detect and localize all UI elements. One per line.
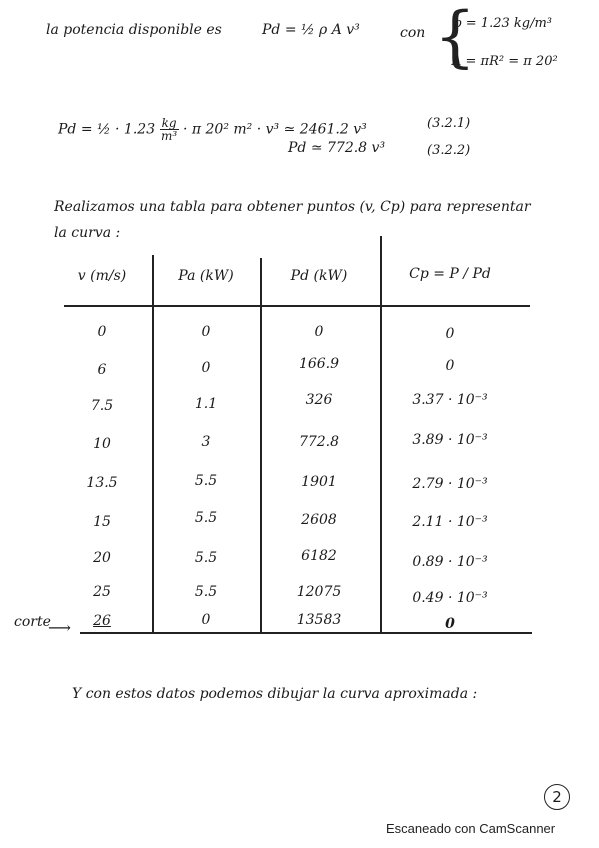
- table-divider-1: [152, 255, 154, 632]
- table-cell: 5.5: [194, 510, 218, 526]
- area-value: A = πR² = π 20²: [452, 54, 558, 69]
- scanner-footer: Escaneado con CamScanner: [386, 821, 556, 836]
- brace-symbol: {: [434, 0, 476, 75]
- table-cell: 0: [201, 324, 211, 340]
- table-header-rule: [64, 305, 530, 307]
- density-value: ρ = 1.23 kg/m³: [454, 16, 552, 31]
- con-label: con: [400, 25, 426, 41]
- table-cell: 0: [445, 616, 455, 632]
- table-cell: 5.5: [194, 550, 218, 566]
- table-cell: 166.9: [298, 356, 340, 372]
- power-formula: Pd = ½ ρ A v³: [262, 22, 360, 38]
- table-cell: 0: [201, 360, 211, 376]
- intro-text: la potencia disponible es: [46, 22, 222, 38]
- table-cell: 1.1: [194, 396, 218, 412]
- table-header: v (m/s): [77, 268, 127, 284]
- table-cell: 0.89 · 10⁻³: [412, 554, 488, 570]
- table-divider-2: [260, 258, 262, 632]
- table-cell: 0: [445, 358, 455, 374]
- table-cell: 772.8: [298, 434, 340, 450]
- paragraph-line-2: la curva :: [54, 225, 121, 241]
- equation-ref-1: (3.2.1): [427, 116, 471, 131]
- table-cell: 15: [93, 514, 111, 530]
- calc-line-1-start: Pd = ½ · 1.23: [58, 121, 156, 138]
- table-cell: 10: [93, 436, 111, 452]
- calc-line-2: Pd ≃ 772.8 v³: [288, 140, 386, 156]
- calc-fraction-num: kg: [161, 116, 177, 130]
- page-number: 2: [544, 784, 570, 810]
- table-cell: 2.79 · 10⁻³: [412, 476, 488, 492]
- table-bottom-rule: [80, 632, 532, 634]
- table-cell: 3: [201, 434, 211, 450]
- table-cell: 0: [314, 324, 324, 340]
- table-cell: 0: [445, 326, 455, 342]
- table-cell: 12075: [296, 584, 342, 600]
- table-cell: 0: [201, 612, 211, 628]
- calc-fraction-den: m³: [160, 129, 178, 143]
- table-cell: 25: [93, 584, 111, 600]
- table-cell: 6182: [301, 548, 337, 564]
- paragraph-line-1: Realizamos una tabla para obtener puntos (v, Cp) para representar: [54, 199, 531, 215]
- table-header: Cp = P / Pd: [409, 266, 491, 282]
- table-divider-3: [380, 236, 382, 632]
- table-cell: 3.37 · 10⁻³: [412, 392, 488, 408]
- equation-ref-2: (3.2.2): [427, 143, 471, 158]
- closing-text: Y con estos datos podemos dibujar la curva aproximada :: [72, 686, 478, 702]
- table-cell: 13.5: [86, 475, 118, 491]
- table-header: Pd (kW): [290, 268, 348, 284]
- table-cell: 326: [305, 392, 333, 408]
- table-cell: 5.5: [194, 473, 218, 489]
- table-cell: 26: [93, 613, 111, 629]
- calc-fraction: [160, 117, 179, 142]
- calc-line-1: [58, 117, 367, 142]
- table-cell: 13583: [296, 612, 342, 628]
- table-cell: 6: [97, 362, 107, 378]
- table-cell: 2608: [301, 512, 337, 528]
- table-cell: 20: [93, 550, 111, 566]
- table-cell: 7.5: [90, 398, 114, 414]
- table-cell: 1901: [301, 474, 337, 490]
- table-cell: 3.89 · 10⁻³: [412, 432, 488, 448]
- table-cell: 0.49 · 10⁻³: [412, 590, 488, 606]
- table-cell: 0: [97, 324, 107, 340]
- calc-line-1-rest: · π 20² m² · v³ ≃ 2461.2 v³: [182, 121, 367, 138]
- corte-label: corte: [14, 614, 51, 630]
- arrow-right-icon: ⟶: [48, 618, 71, 637]
- table-cell: 5.5: [194, 584, 218, 600]
- table-header: Pa (kW): [178, 268, 234, 284]
- table-cell: 2.11 · 10⁻³: [412, 514, 488, 530]
